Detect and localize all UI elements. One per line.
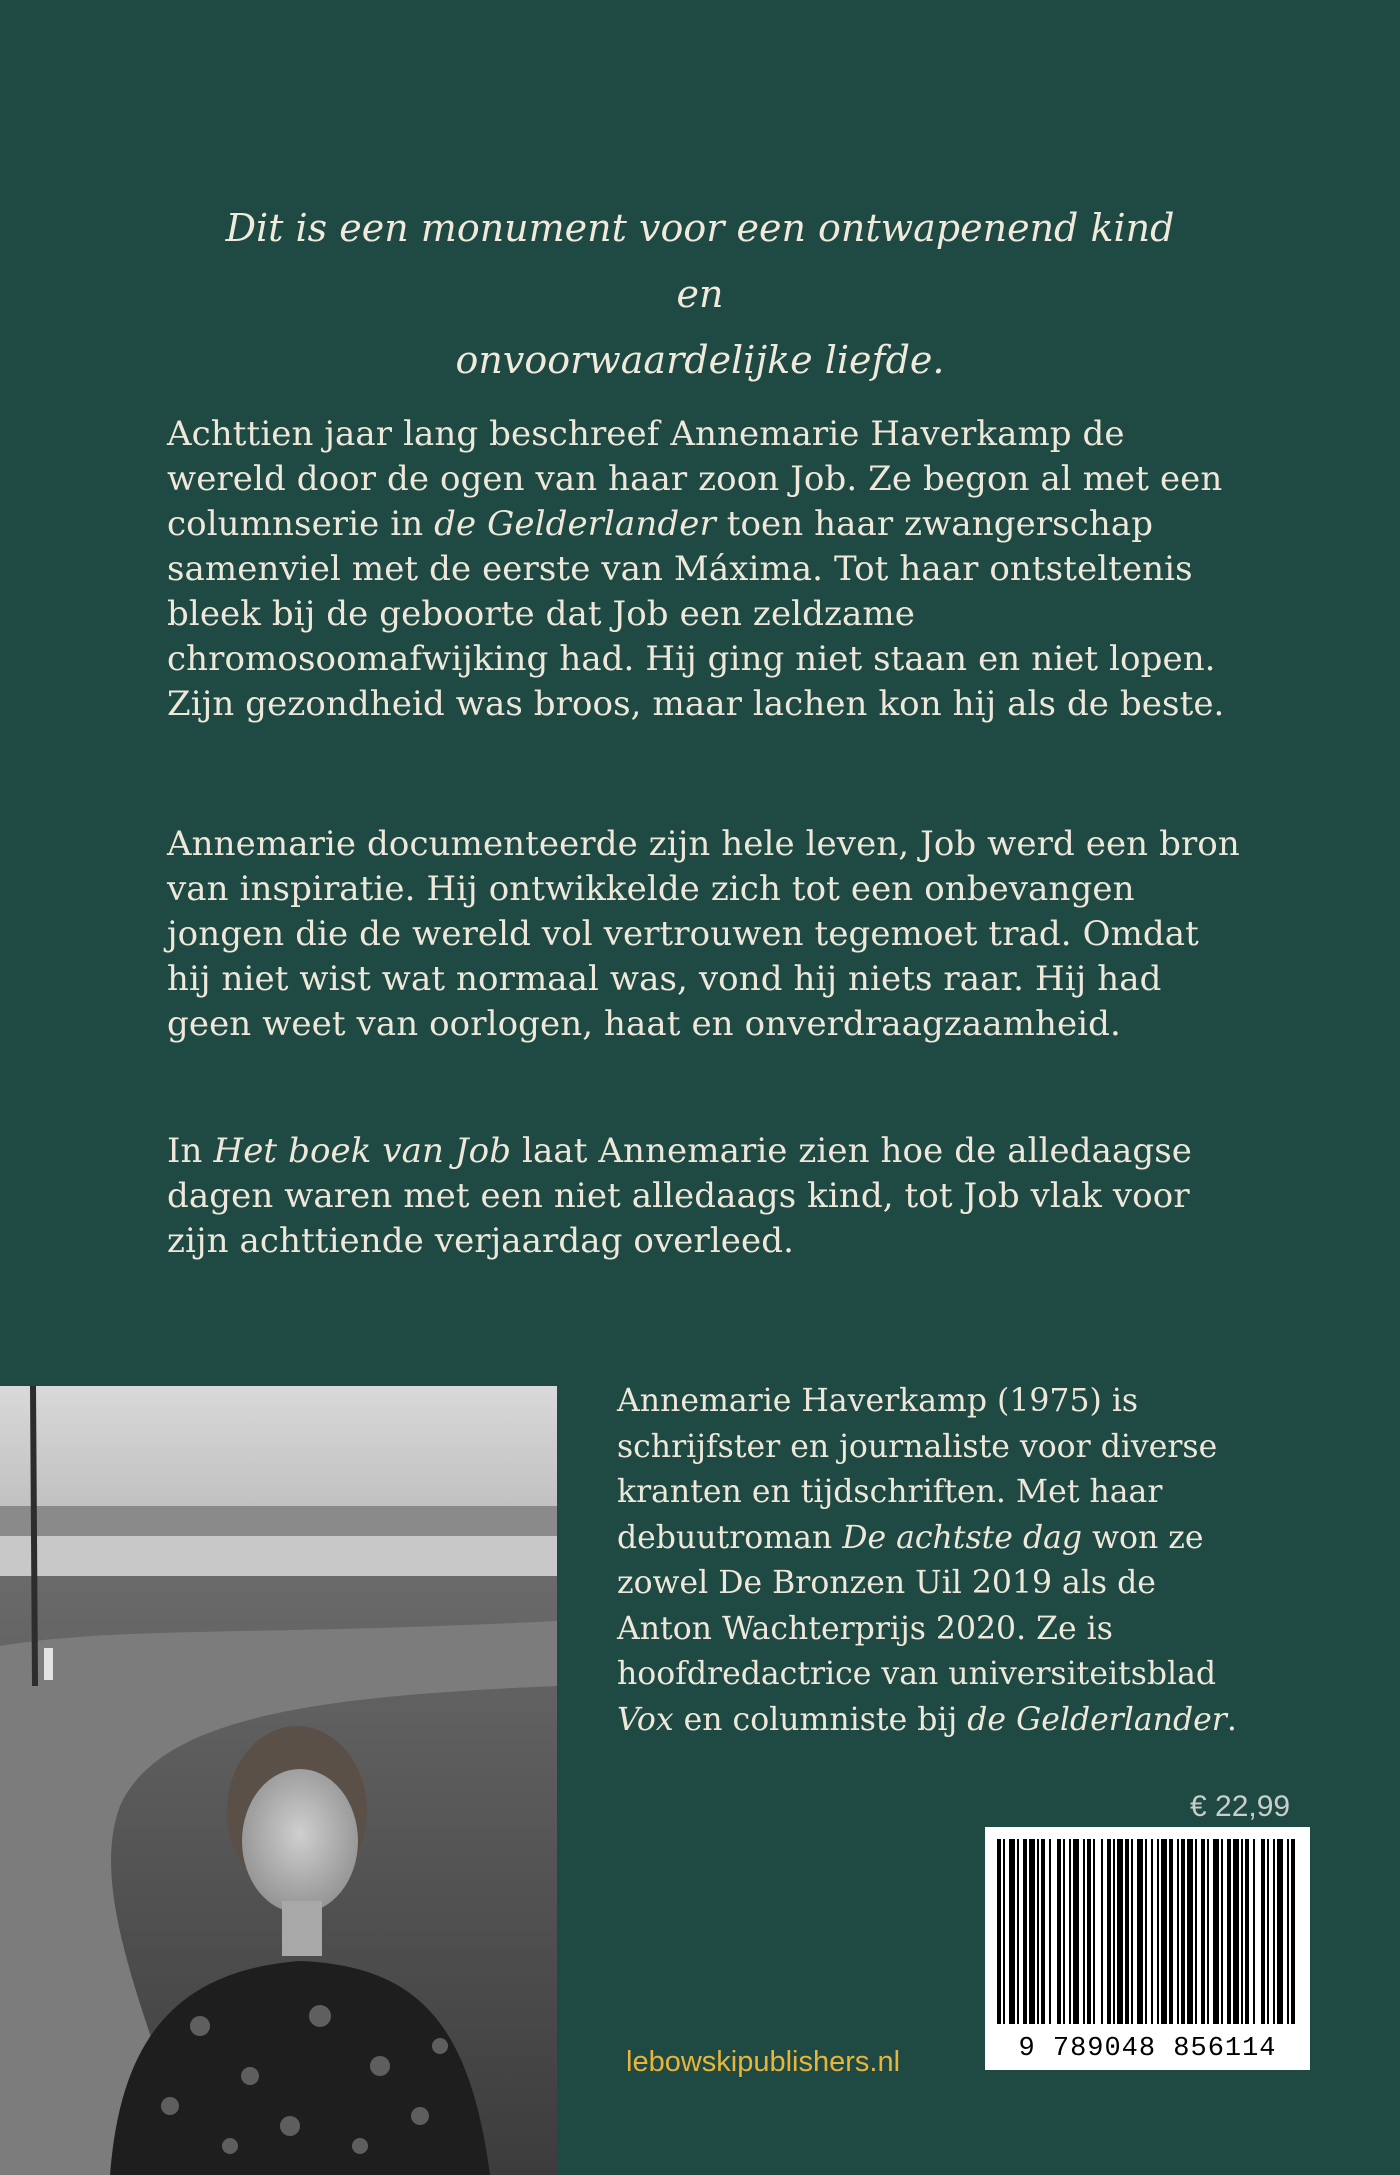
barcode-bar — [1113, 1839, 1115, 2024]
blurb-paragraph-2: Annemarie documenteerde zijn hele leven, Job werd een bron van inspiratie. Hij ontwikkelde zich tot een onbevangen jongen die de wereld vol vertrouwen tegemoet trad. Omdat hij niet wist wat normaal was, vond hij niets raar. Hij had geen weet van oorlogen, haat en onverdraagzaamheid. — [167, 824, 1240, 1044]
book-title: Het boek van Job — [213, 1131, 512, 1171]
barcode-bar — [1117, 1839, 1123, 2024]
barcode-bar — [1267, 1839, 1269, 2024]
blurb-paragraph-3-text-a: In — [167, 1131, 214, 1171]
barcode-bar — [1029, 1839, 1035, 2024]
barcode-bar — [1273, 1839, 1275, 2024]
author-bio-text-b: won ze zowel De Bronzen Uil 2019 als de Anton Wachterprijs 2020. Ze is hoofdredactrice van universiteitsblad — [617, 1519, 1217, 1692]
barcode-bar — [1277, 1839, 1283, 2024]
author-bio-text-a: Annemarie Haverkamp (1975) is schrijfster en journaliste voor diverse kranten en tijdschriften. Met haar debuutroman — [617, 1383, 1218, 1556]
newspaper-title: de Gelderlander — [434, 504, 716, 544]
barcode-bar — [1207, 1839, 1209, 2024]
barcode-bar — [1107, 1839, 1111, 2024]
blurb-paragraph-1-text-a: Achttien jaar lang beschreef Annemarie Haverkamp de wereld door de ogen van haar zoon Job. Ze begon al met een columnserie in — [167, 414, 1223, 544]
barcode-bar — [1049, 1839, 1051, 2024]
barcode-bar — [1125, 1839, 1129, 2024]
barcode-bar — [1023, 1839, 1027, 2024]
barcode-bar — [1177, 1839, 1179, 2024]
barcode-bar — [1233, 1839, 1239, 2024]
barcode-bar — [1157, 1839, 1159, 2024]
barcode-bar — [1137, 1839, 1143, 2024]
blurb-paragraph-3 — [167, 1129, 1242, 1264]
barcode-bar — [1245, 1839, 1249, 2024]
barcode-bar — [997, 1839, 1001, 2024]
publisher-website[interactable]: lebowskipublishers.nl — [626, 2046, 901, 2078]
barcode-bar — [1213, 1839, 1219, 2024]
barcode-bar — [1253, 1839, 1255, 2024]
barcode-bar — [1093, 1839, 1095, 2024]
barcode-bars — [985, 1827, 1310, 2032]
barcode-bar — [1101, 1839, 1103, 2024]
magazine-title: Vox — [617, 1701, 674, 1738]
barcode-bar — [1201, 1839, 1205, 2024]
barcode-bar — [1087, 1839, 1091, 2024]
author-bio — [617, 1379, 1237, 1743]
barcode-bar — [1261, 1839, 1265, 2024]
tagline — [200, 195, 1200, 393]
blurb-paragraph-1-text-b: toen haar zwangerschap samenviel met de eerste van Máxima. Tot haar ontsteltenis bleek bij de geboorte dat Job een zeldzame chromosoomafwijking had. Hij ging niet staan en niet lopen. Zijn gezondheid was broos, maar lachen kon hij als de beste. — [167, 504, 1225, 724]
barcode-bar — [1131, 1839, 1133, 2024]
author-bio-text-c: en columniste bij — [673, 1701, 968, 1738]
barcode-bar — [1181, 1839, 1185, 2024]
barcode-bar — [1287, 1839, 1289, 2024]
barcode-bar — [1187, 1839, 1193, 2024]
barcode-bar — [1083, 1839, 1085, 2024]
barcode-bar — [1145, 1839, 1147, 2024]
tagline-line-1: Dit is een monument voor een ontwapenend kind en — [225, 206, 1175, 316]
barcode-bar — [1017, 1839, 1019, 2024]
barcode-bar — [1221, 1839, 1223, 2024]
barcode-bar — [1073, 1839, 1079, 2024]
author-bio-text-d: . — [1226, 1701, 1237, 1738]
barcode-bar — [1169, 1839, 1173, 2024]
barcode-bar — [1151, 1839, 1153, 2024]
barcode-bar — [1063, 1839, 1065, 2024]
barcode-bar — [1041, 1839, 1045, 2024]
isbn-number: 9 789048 856114 — [1018, 2034, 1277, 2064]
barcode-bar — [1057, 1839, 1061, 2024]
barcode-bar — [1241, 1839, 1243, 2024]
barcode-bar — [1003, 1839, 1005, 2024]
barcode-bar — [1069, 1839, 1071, 2024]
newspaper-title-2: de Gelderlander — [967, 1701, 1227, 1738]
blurb-paragraph-3-text-b: laat Annemarie zien hoe de alledaagse dagen waren met een niet alledaags kind, tot Job vlak voor zijn achttiende verjaardag overleed. — [167, 1131, 1193, 1261]
debut-novel-title: De achtste dag — [842, 1519, 1083, 1556]
barcode-bar — [1227, 1839, 1231, 2024]
isbn-barcode — [985, 1827, 1310, 2070]
blurb-paragraph-1 — [167, 412, 1242, 727]
barcode-bar — [1161, 1839, 1167, 2024]
tagline-line-2: onvoorwaardelijke liefde. — [455, 338, 945, 382]
price: € 22,99 — [1190, 1790, 1291, 1823]
barcode-bar — [1009, 1839, 1015, 2024]
barcode-bar — [1291, 1839, 1295, 2024]
barcode-bar — [1195, 1839, 1197, 2024]
author-photo — [0, 1386, 557, 2175]
barcode-bar — [1037, 1839, 1039, 2024]
